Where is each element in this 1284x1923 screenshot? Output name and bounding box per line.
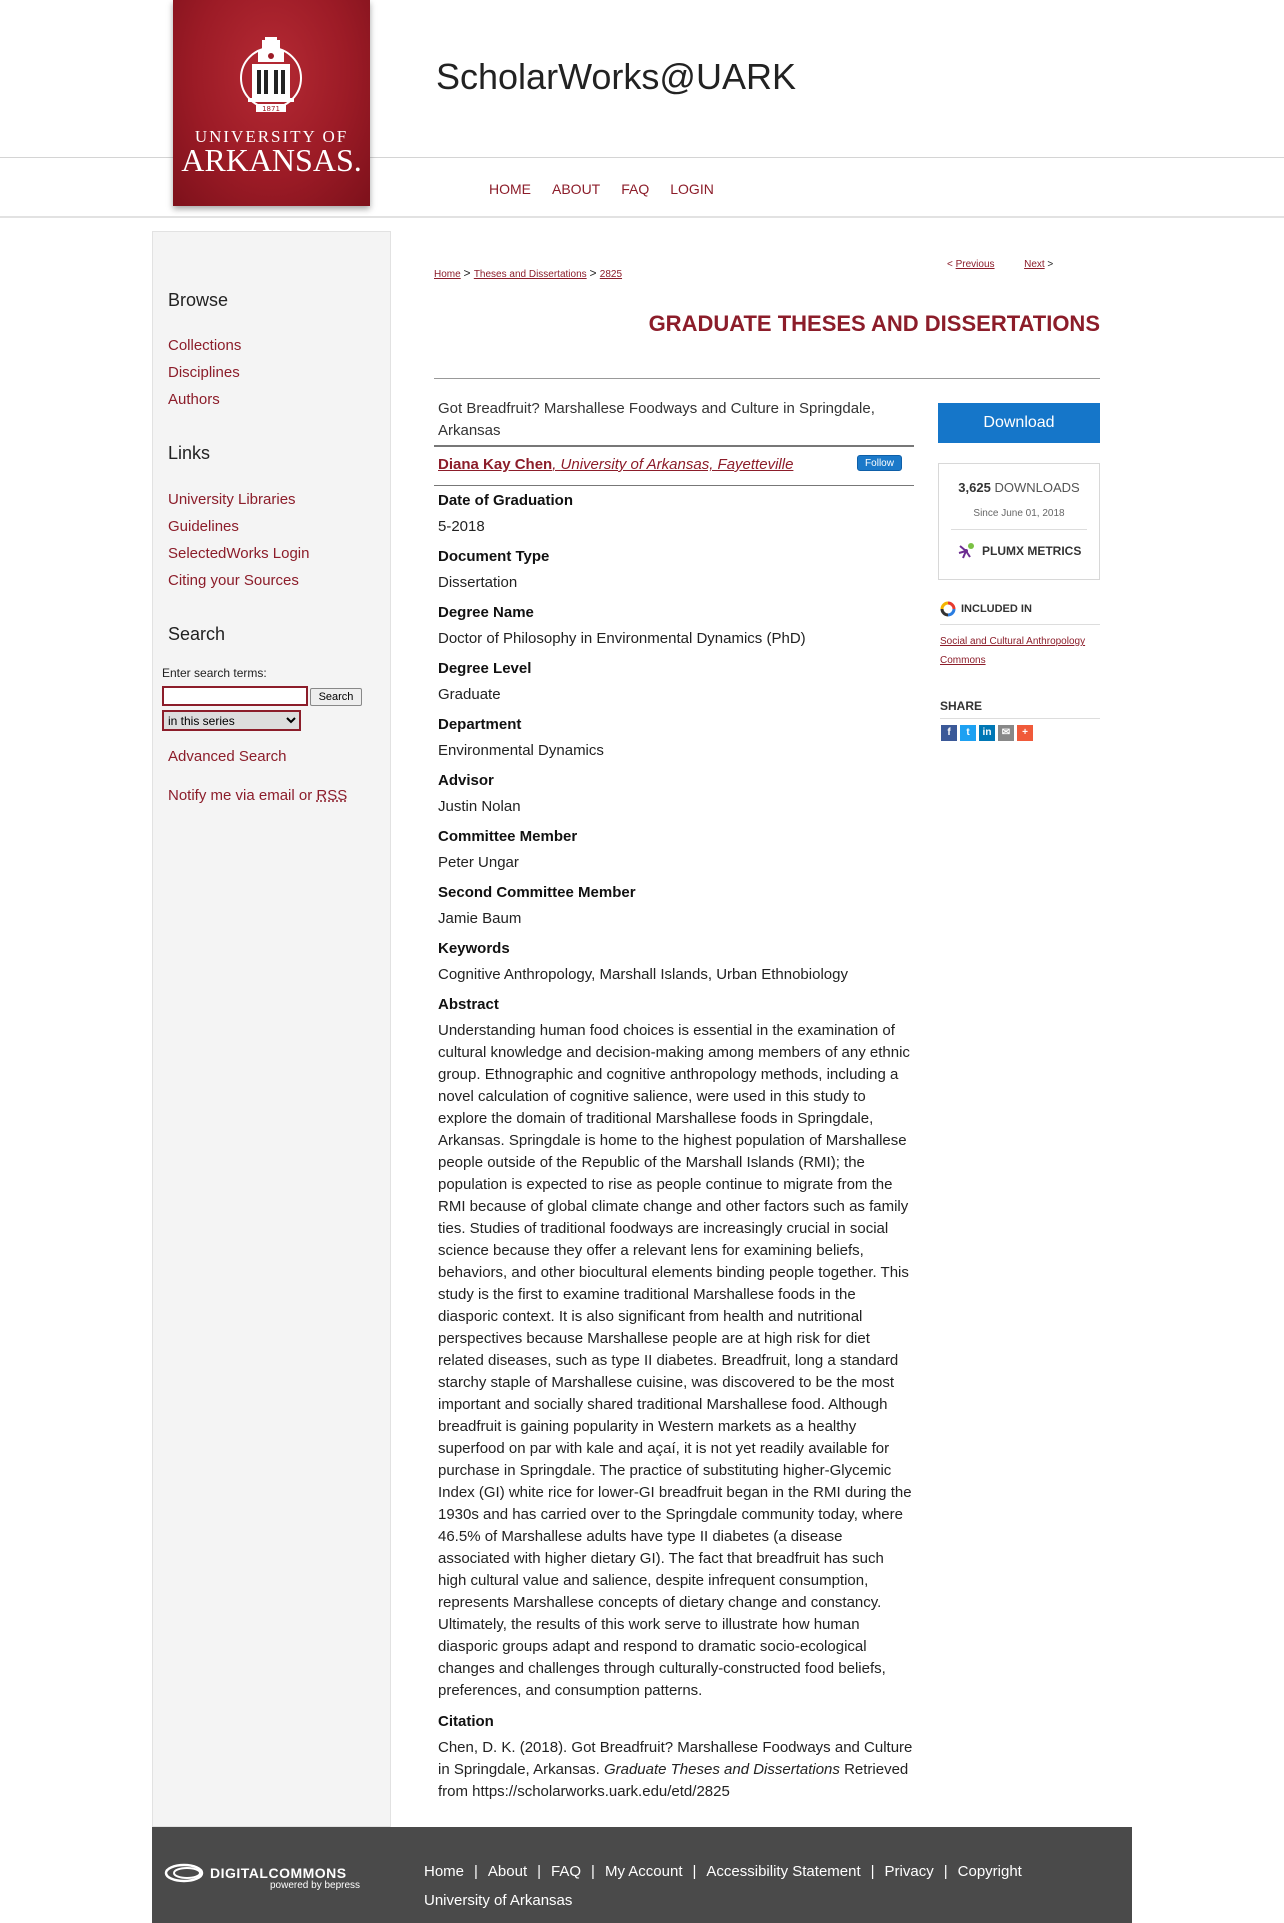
field-label-keywords: Keywords [438, 940, 510, 957]
field-value-department: Environmental Dynamics [438, 742, 604, 759]
citation-text [438, 1737, 916, 1803]
commons-link[interactable]: Social and Cultural Anthropology Commons [940, 636, 1086, 666]
digital-commons-swoosh-icon [164, 1862, 206, 1884]
sidebar-link-university-libraries[interactable]: University Libraries [168, 491, 296, 508]
next-link[interactable]: Next [1024, 259, 1045, 270]
search-input[interactable] [162, 686, 308, 706]
field-label-date: Date of Graduation [438, 492, 574, 509]
share-heading: SHARE [940, 699, 983, 713]
field-value-degree-level: Graduate [438, 686, 501, 703]
download-count-number: 3,625 [958, 480, 991, 495]
site-title[interactable]: ScholarWorks@UARK [436, 56, 796, 97]
twitter-icon[interactable]: t [960, 725, 976, 741]
links-heading: Links [168, 443, 211, 463]
footer-accessibility[interactable]: Accessibility Statement [706, 1863, 861, 1880]
field-label-degree-level: Degree Level [438, 660, 532, 677]
follow-button[interactable]: Follow [857, 455, 902, 471]
browse-heading: Browse [168, 290, 229, 310]
previous-link[interactable]: Previous [955, 259, 995, 270]
included-in-label: INCLUDED IN [961, 603, 1032, 615]
download-button[interactable] [938, 403, 1100, 443]
plumx-metrics-link[interactable] [957, 542, 1081, 560]
author [438, 456, 793, 473]
university-logo[interactable] [173, 0, 370, 206]
svg-text:1871: 1871 [262, 105, 280, 113]
series-title[interactable]: GRADUATE THESES AND DISSERTATIONS [648, 311, 1100, 336]
downloads-since: Since June 01, 2018 [973, 508, 1065, 519]
nav-about[interactable]: ABOUT [552, 181, 601, 197]
breadcrumb-home[interactable]: Home [434, 269, 461, 280]
digital-commons-logo[interactable] [164, 1862, 361, 1891]
linkedin-icon[interactable]: in [979, 725, 995, 741]
footer-faq[interactable]: FAQ [551, 1863, 582, 1880]
rss-link[interactable]: RSS [316, 787, 348, 804]
facebook-icon[interactable]: f [941, 725, 957, 741]
footer-privacy[interactable]: Privacy [884, 1863, 934, 1880]
author-affiliation: University of Arkansas, Fayetteville [560, 456, 794, 473]
field-value-degree-name: Doctor of Philosophy in Environmental Dynamics (PhD) [438, 630, 806, 647]
field-label-committee-member: Committee Member [438, 828, 578, 845]
citation-pre: Chen, D. K. (2018). Got Breadfruit? Marshallese Foodways and Culture in Springdale, Arkansas. [438, 1739, 913, 1778]
citation-journal: Graduate Theses and Dissertations [603, 1761, 840, 1778]
abstract-label: Abstract [438, 996, 499, 1013]
citation-label: Citation [438, 1713, 494, 1730]
breadcrumb-item[interactable]: 2825 [599, 269, 623, 280]
plumx-label: PLUMX METRICS [982, 544, 1082, 558]
abstract-text: Understanding human food choices is essential in the examination of cultural knowledge and decision-making among members of any ethnic group. Ethnographic and cognitive anthropology methods, including a novel calculation of cognitive salience, were used in this study to explore the domain of traditional Marshallese foods in Springdale, Arkansas. Springdale is home to the highest population of Marshallese people outside of the Republic of the Marshall Islands (RMI); the population is expected to rise as people continue to migrate from the RMI because of global climate change and other factors such as family ties. Studies of traditional foodways are increasingly crucial in social science because they offer a relevant lens for examining beliefs, behaviors, and other biocultural elements binding people together. This study is the first to examine traditional Marshallese foods in the diasporic context. It is also significant from health and nutritional perspectives because Marshallese people are at high risk for diet related diseases, such as type II diabetes. Breadfruit, long a standard starchy staple of Marshallese cuisine, was discovered to be the most important and socially shared traditional Marshallese food. Although breadfruit is gaining popularity in Western markets as a healthy superfood on par with kale and açaí, it is not yet readily available for purchase in Springdale. The practice of substituting higher-Glycemic Index (GI) white rice for lower-GI breadfruit began in the RMI during the 1930s and has carried over to the Springdale community today, where 46.5% of Marshallese adults have type II diabetes (a disease associated with higher dietary GI). The fact that breadfruit has such high cultural value and salience, despite infrequent consumption, represents Marshallese concepts of dietary change and constancy. Ultimately, the results of this work serve to illustrate how human diasporic groups adapt and respond to dramatic socio-ecological changes and challenges through culturally-constructed food beliefs, preferences, and consumption patterns. [438, 1022, 912, 1699]
logo-text-line1: UNIVERSITY OF [194, 127, 349, 146]
paper-title: Got Breadfruit? Marshallese Foodways and Culture in Springdale, Arkansas [438, 400, 875, 439]
divider [434, 485, 914, 486]
field-label-document-type: Document Type [438, 548, 550, 565]
divider [940, 718, 1100, 719]
divider [434, 445, 914, 447]
sidebar-link-collections[interactable]: Collections [168, 337, 242, 354]
field-value-advisor: Justin Nolan [438, 798, 521, 815]
breadcrumb: Home > Theses and Dissertations > 2825 [434, 266, 623, 280]
breadcrumb-theses[interactable]: Theses and Dissertations [473, 269, 587, 280]
divider [951, 529, 1087, 530]
powered-by-text: powered by bepress [270, 1880, 361, 1891]
footer-about[interactable]: About [487, 1863, 528, 1880]
old-main-tower-icon [238, 36, 304, 118]
sidebar-link-citing-sources[interactable]: Citing your Sources [168, 572, 299, 589]
footer-copyright[interactable]: Copyright [957, 1863, 1022, 1880]
notify-text[interactable]: Notify me via email or [168, 787, 317, 804]
download-count [939, 480, 1099, 495]
sidebar [152, 231, 391, 1827]
field-value-committee-member: Peter Ungar [438, 854, 519, 871]
nav-home[interactable]: HOME [489, 181, 531, 197]
sidebar-link-disciplines[interactable]: Disciplines [168, 364, 240, 381]
field-value-date: 5-2018 [438, 518, 485, 535]
network-icon [940, 601, 956, 617]
field-label-department: Department [438, 716, 522, 733]
download-stats [938, 463, 1100, 580]
field-label-degree-name: Degree Name [438, 604, 534, 621]
footer-org[interactable]: University of Arkansas [424, 1892, 573, 1909]
author-affiliation-link[interactable]: , University of Arkansas, Fayetteville [552, 456, 794, 473]
citation-post: Retrieved from https://scholarworks.uark.edu/etd/2825 [438, 1761, 909, 1800]
divider [434, 378, 1100, 379]
field-value-keywords: Cognitive Anthropology, Marshall Islands, Urban Ethnobiology [438, 966, 848, 983]
sidebar-link-selectedworks-login[interactable]: SelectedWorks Login [168, 545, 310, 562]
search-scope-select[interactable] [162, 710, 301, 731]
sidebar-link-guidelines[interactable]: Guidelines [168, 518, 239, 535]
share-icons [941, 725, 1033, 741]
field-value-document-type: Dissertation [438, 574, 518, 591]
email-icon[interactable]: ✉ [998, 725, 1014, 741]
top-navigation [489, 181, 735, 197]
nav-faq[interactable]: FAQ [621, 181, 650, 197]
search-button[interactable]: Search [310, 688, 362, 706]
field-label-advisor: Advisor [438, 772, 494, 789]
search-heading: Search [168, 624, 226, 644]
footer-home[interactable]: Home [424, 1863, 465, 1880]
footer-my-account[interactable]: My Account [604, 1863, 683, 1880]
footer [152, 1827, 1132, 1923]
download-label: Download [983, 414, 1055, 431]
nav-login[interactable]: LOGIN [670, 181, 714, 197]
more-share-icon[interactable]: + [1017, 725, 1033, 741]
digital-commons-text: DIGITALCOMMONS [210, 1865, 347, 1881]
field-label-second-committee-member: Second Committee Member [438, 884, 636, 901]
divider [940, 624, 1100, 625]
search-label: Enter search terms: [162, 666, 267, 680]
author-name-link[interactable]: Diana Kay Chen [438, 456, 553, 473]
included-in-heading [940, 601, 1032, 617]
sidebar-link-authors[interactable]: Authors [168, 391, 220, 408]
logo-text-line2: ARKANSAS. [181, 142, 362, 178]
plumx-icon [957, 542, 975, 560]
field-value-second-committee-member: Jamie Baum [438, 910, 522, 927]
prev-next-nav: < Previous Next > [947, 259, 1054, 270]
advanced-search-link[interactable]: Advanced Search [168, 748, 287, 765]
notify-link[interactable] [168, 787, 347, 804]
downloads-word: DOWNLOADS [994, 480, 1080, 495]
footer-links: Home | About | FAQ | My Account | Accessibility Statement | Privacy | Copyright University of Arkansas [424, 1863, 1022, 1909]
